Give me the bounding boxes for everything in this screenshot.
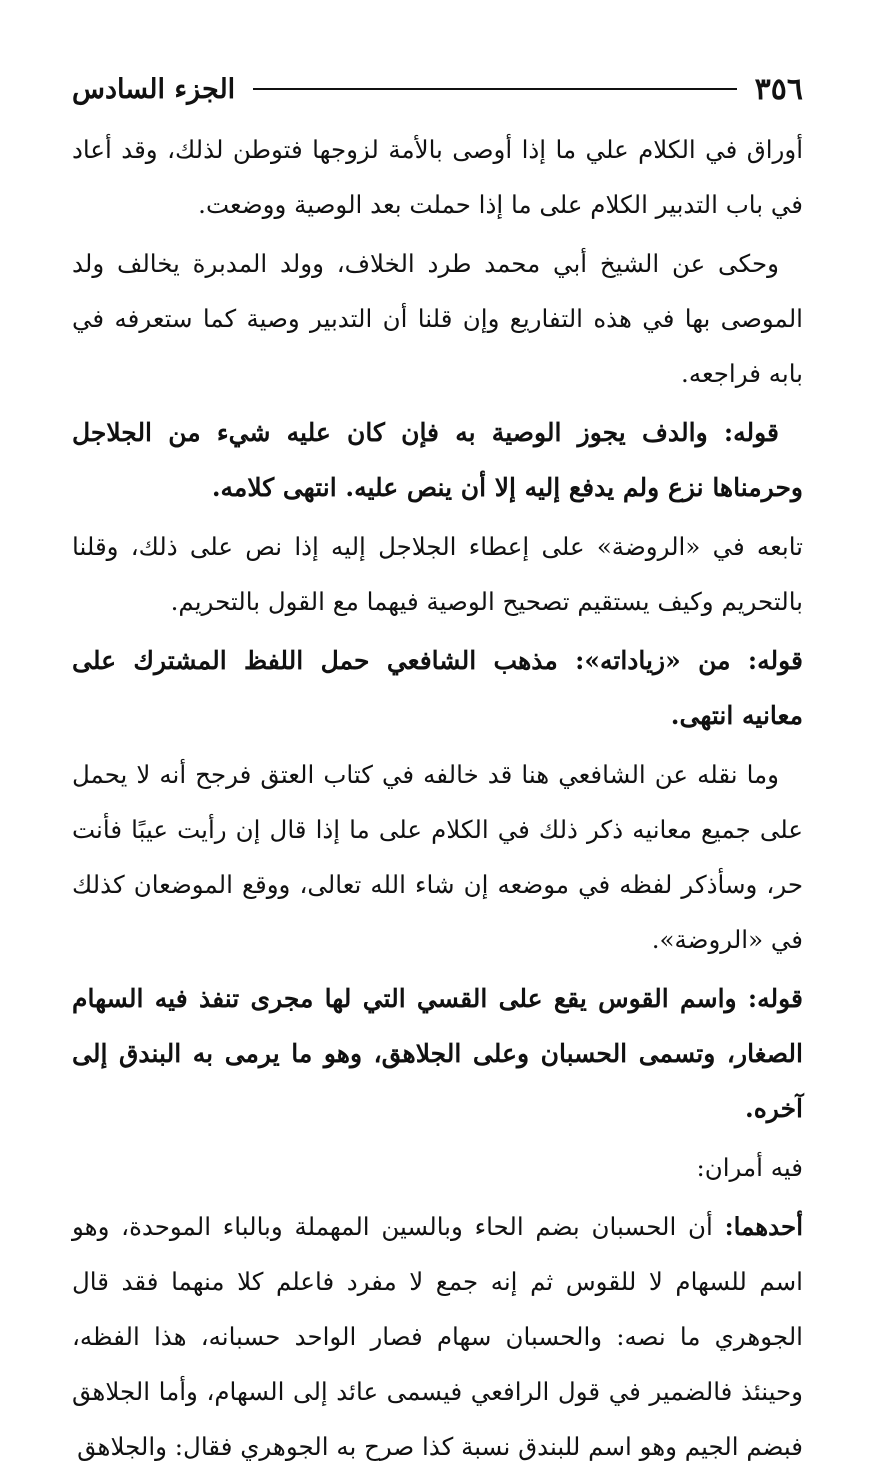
paragraph — [72, 1199, 803, 1474]
quoted-passage: قوله: من «زياداته»: مذهب الشافعي حمل اللفظ المشترك على معانيه انتهى. — [72, 646, 803, 730]
header-rule — [253, 88, 736, 90]
page-body — [72, 122, 803, 1474]
quoted-passage: قوله: واسم القوس يقع على القسي التي لها مجرى تنفذ فيه السهام الصغار، وتسمى الحسبان وعلى الجلاهق، وهو ما يرمى به البندق إلى آخره. — [72, 984, 803, 1123]
paragraph: تابعه في «الروضة» على إعطاء الجلاجل إليه إذا نص على ذلك، وقلنا بالتحريم وكيف يستقيم تصحيح الوصية فيهما مع القول بالتحريم. — [72, 532, 803, 616]
paragraph: فيه أمران: — [696, 1153, 803, 1182]
point-text: أن الحسبان بضم الحاء وبالسين المهملة وبالباء الموحدة، وهو اسم للسهام لا للقوس ثم إنه جمع لا مفرد فاعلم كلا منهما فقد قال الجوهري ما نصه: والحسبان سهام فصار الواحد حسبانه، هذا الفظه، وحينئذ فالضمير في قول الرافعي فيسمى عائد إلى السهام، وأما الجلاهق فبضم الجيم وهو اسم للبندق نسبة كذا صرح به الجوهري فقال: والجلاهق — [72, 1212, 803, 1461]
page-number: ٣٥٦ — [754, 71, 803, 107]
running-title: الجزء السادس — [72, 73, 236, 105]
paragraph: أوراق في الكلام علي ما إذا أوصى بالأمة لزوجها فتوطن لذلك، وقد أعاد في باب التدبير الكلام على ما إذا حملت بعد الوصية ووضعت. — [72, 135, 803, 219]
quoted-passage: قوله: والدف يجوز الوصية به فإن كان عليه شيء من الجلاجل وحرمناها نزع ولم يدفع إليه إلا أن ينص عليه. انتهى كلامه. — [72, 418, 803, 502]
paragraph: وحكى عن الشيخ أبي محمد طرد الخلاف، وولد المدبرة يخالف ولد الموصى بها في هذه التفاريع وإن قلنا أن التدبير وصية كما ستعرفه في بابه فراجعه. — [72, 249, 803, 388]
page-header — [72, 64, 803, 114]
paragraph: وما نقله عن الشافعي هنا قد خالفه في كتاب العتق فرجح أنه لا يحمل على جميع معانيه ذكر ذلك في الكلام على ما إذا قال إن رأيت عيبًا فأنت حر، وسأذكر لفظه في موضعه إن شاء الله تعالى، ووقع الموضعان كذلك في «الروضة». — [72, 760, 803, 954]
point-heading: أحدهما: — [724, 1212, 803, 1241]
